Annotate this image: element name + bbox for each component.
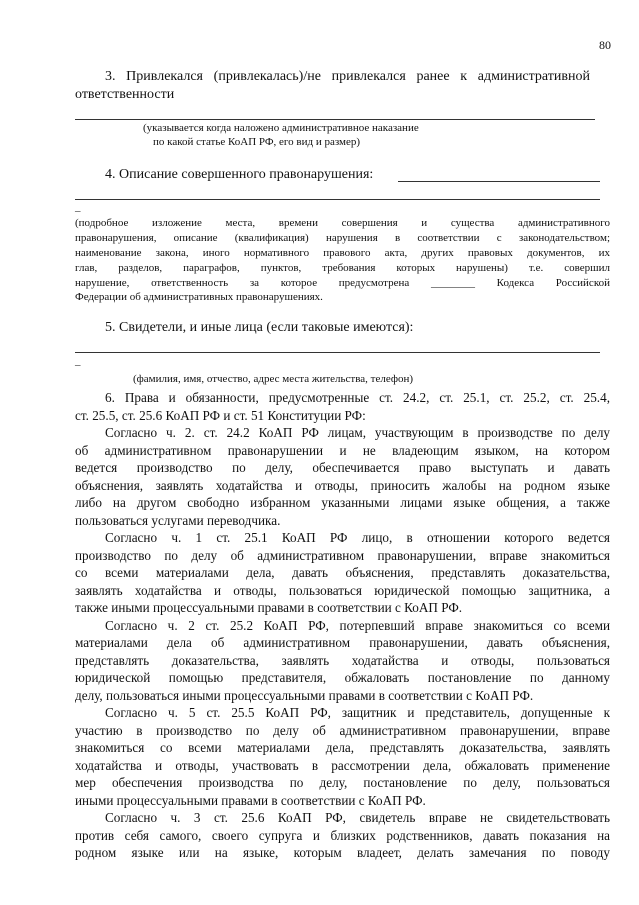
body-line: ведется производство по делу, обеспечивается право выступать и давать — [75, 460, 610, 475]
section5-stub: _ — [75, 355, 81, 367]
body-line: пользоваться услугами переводчика. — [75, 513, 281, 528]
body-line: Согласно ч. 3 ст. 25.6 КоАП РФ, свидетель вправе не свидетельствовать — [105, 810, 610, 825]
body-line: со всеми материалами дела, давать объяснения, представлять доказательства, — [75, 565, 610, 580]
section3-title-line2: ответственности — [75, 87, 175, 102]
section4-hint-line: (подробное изложение места, времени совершения и существа административного — [75, 217, 610, 229]
page-number: 80 — [599, 38, 611, 52]
body-line: Согласно ч. 2 ст. 25.2 КоАП РФ, потерпевший вправе знакомиться со всеми — [105, 618, 610, 633]
body-line: материалами дела об административном правонарушении, давать объяснения, — [75, 635, 610, 650]
section4-fill-line — [75, 199, 600, 200]
section3-hint-line1: (указывается когда наложено административное наказание — [143, 122, 419, 134]
section3-title-line1: 3. Привлекался (привлекалась)/не привлекался ранее к административной — [105, 69, 590, 84]
body-line: либо на другом свободно избранном указанными лицами языке общения, а также — [75, 495, 610, 510]
section4-hint-line: нарушение, ответственность за которое предусмотрена ________ Кодекса Российской — [75, 277, 610, 289]
body-line: знакомиться со всеми материалами дела, представлять доказательства, заявлять — [75, 740, 610, 755]
body-line: Согласно ч. 1 ст. 25.1 КоАП РФ лицо, в отношении которого ведется — [105, 530, 610, 545]
section4-hint-line: наименование закона, иного нормативного правового акта, других правовых документов, их — [75, 247, 610, 259]
body-line: иными процессуальными правами в соответствии с КоАП РФ. — [75, 793, 426, 808]
section5-fill-line — [75, 352, 600, 353]
section5-title: 5. Свидетели, и иные лица (если таковые имеются): — [105, 320, 414, 335]
body-line: также иными процессуальными правами в соответствии с КоАП РФ. — [75, 600, 463, 615]
section4-hint-line: глав, разделов, параграфов, пунктов, требования которых нарушены) т.е. совершил — [75, 262, 610, 274]
body-line: заявлять ходатайства и отводы, пользоваться юридической помощью защитника, а — [75, 583, 610, 598]
section3-hint-line2: по какой статье КоАП РФ, его вид и размер) — [153, 136, 361, 148]
body-line: юридической помощью представителя, обжаловать постановление по данному — [75, 670, 610, 685]
section4-hint-line: Федерации об административных правонарушениях. — [75, 291, 323, 303]
body-line: против себя самого, своего супруга и близких родственников, давать показания на — [75, 828, 610, 843]
body-line: мер обеспечения производства по делу, постановление по делу, пользоваться — [75, 775, 610, 790]
body-line: ст. 25.5, ст. 25.6 КоАП РФ и ст. 51 Конституции РФ: — [75, 408, 366, 423]
section4-stub: _ — [75, 201, 81, 213]
section4-title-fill-line — [398, 181, 600, 182]
section5-hint: (фамилия, имя, отчество, адрес места жительства, телефон) — [133, 373, 414, 385]
body-line: Согласно ч. 5 ст. 25.5 КоАП РФ, защитник и представитель, допущенные к — [105, 705, 610, 720]
body-line: Согласно ч. 2. ст. 24.2 КоАП РФ лицам, участвующим в производстве по делу — [105, 425, 610, 440]
body-line: делу, пользоваться иными процессуальными правами в соответствии с КоАП РФ. — [75, 688, 534, 703]
body-line: ходатайства и отводы, участвовать в рассмотрении дела, обжаловать применение — [75, 758, 610, 773]
section4-hint-line: правонарушения, описание (квалификация) нарушения в соответствии с законодательством; — [75, 232, 610, 244]
body-line: участию в производство по делу об административном правонарушении, вправе — [75, 723, 610, 738]
body-line: объяснения, заявлять ходатайства и отводы, приносить жалобы на родном языке — [75, 478, 610, 493]
section4-title: 4. Описание совершенного правонарушения: — [105, 167, 374, 182]
body-line: производство по делу об административном правонарушении, вправе знакомиться — [75, 548, 610, 563]
body-line: родном языке или на языке, которым владеет, делать замечания по поводу — [75, 845, 610, 860]
body-line: 6. Права и обязанности, предусмотренные ст. 24.2, ст. 25.1, ст. 25.2, ст. 25.4, — [105, 390, 610, 405]
body-line: об административном правонарушении и не владеющим языком, на котором — [75, 443, 610, 458]
section3-fill-line — [75, 119, 595, 120]
body-line: представлять доказательства, заявлять ходатайства и отводы, пользоваться — [75, 653, 610, 668]
